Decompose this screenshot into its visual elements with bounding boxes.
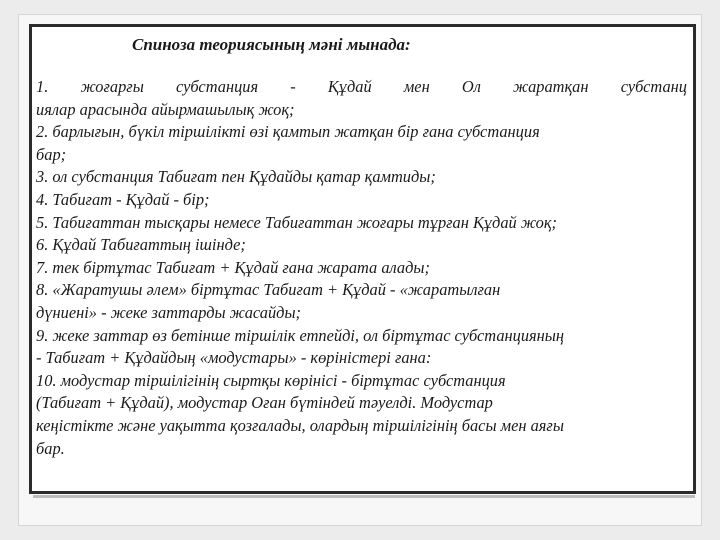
list-item-8 bbox=[36, 279, 687, 324]
list-item-line: бар; bbox=[36, 144, 67, 164]
list-item-line: 9. жеке заттар өз бетінше тіршілік етпейді, ол біртұтас субстанцияның bbox=[36, 325, 565, 345]
list-item-9 bbox=[36, 325, 687, 370]
list-item-4 bbox=[36, 189, 687, 212]
list-item-line: 1. жоғарғы субстанция - Құдай мен Ол жаратқан субстанц bbox=[36, 77, 687, 96]
list-item-line: 5. Табиғаттан тысқары немесе Табиғаттан жоғары тұрған Құдай жоқ; bbox=[36, 212, 557, 232]
list-item-line: - Табиғат + Құдайдың «модустары» - көріністері ғана: bbox=[36, 348, 432, 368]
text-box bbox=[29, 24, 696, 494]
list-item-6 bbox=[36, 234, 687, 257]
list-item-line: 2. барлығын, бүкіл тіршілікті өзі қамтып жатқан бір ғана субстанция bbox=[36, 122, 540, 142]
list-item-line: 6. Құдай Табиғаттың ішінде; bbox=[36, 235, 246, 255]
list-item-line: 3. ол субстанция Табиғат пен Құдайды қатар қамтиды; bbox=[36, 167, 436, 187]
list-item-line: 7. тек біртұтас Табиғат + Құдай ғана жарата алады; bbox=[36, 257, 430, 277]
list-item-line: 4. Табиғат - Құдай - бір; bbox=[36, 189, 210, 209]
list-item-line: (Табиғат + Құдай), модустар Оған бүтіндей тәуелді. Модустар bbox=[36, 393, 493, 413]
list-item-line: 10. модустар тіршілігінің сыртқы көрінісі - біртұтас субстанция bbox=[36, 370, 506, 390]
slide-title: Спиноза теориясының мәні мынада: bbox=[132, 35, 411, 54]
list-item-line: дүниені» - жеке заттарды жасайды; bbox=[36, 302, 302, 322]
list-item-10 bbox=[36, 370, 687, 460]
list-item-1 bbox=[36, 76, 687, 121]
list-item-line: иялар арасында айырмашылық жоқ; bbox=[36, 99, 295, 119]
list-item-2 bbox=[36, 121, 687, 166]
list-item-7 bbox=[36, 257, 687, 280]
list-item-5 bbox=[36, 212, 687, 235]
list-item-line: кеңістікте және уақытта қозғалады, олардың тіршілігінің басы мен аяғы bbox=[36, 415, 564, 435]
numbered-list bbox=[36, 76, 687, 460]
list-item-line: 8. «Жаратушы әлем» біртұтас Табиғат + Құдай - «жаратылған bbox=[36, 280, 501, 300]
text-box-shadow bbox=[33, 495, 695, 498]
list-item-line: бар. bbox=[36, 438, 65, 458]
list-item-3 bbox=[36, 166, 687, 189]
